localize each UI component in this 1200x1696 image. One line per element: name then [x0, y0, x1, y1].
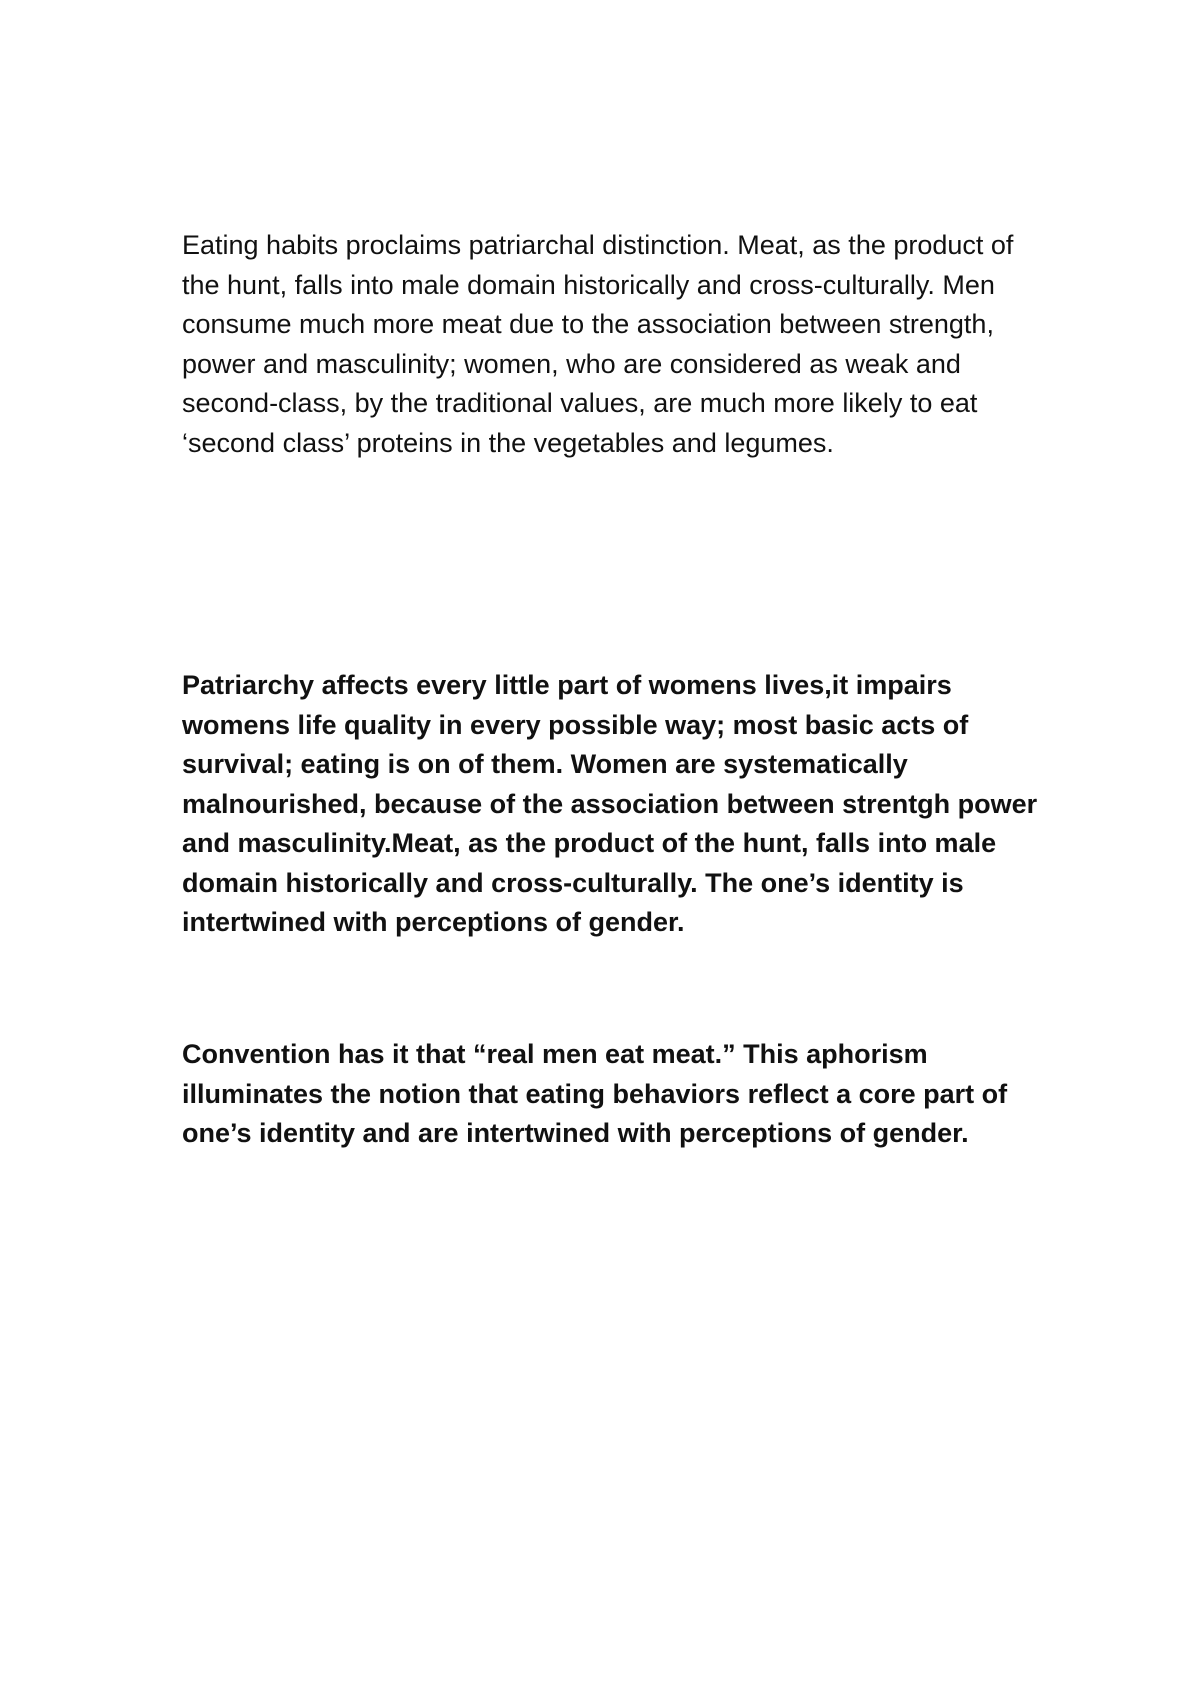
paragraph-patriarchy: Patriarchy affects every little part of womens lives,it impairs womens life quality in every possible way; most basic acts of survival; eating is on of them. Women are systematically malnourished, because of the association between strentgh power and masculinity.Meat, as the product of the hunt, falls into male domain historically and cross-culturally. The one’s identity is intertwined with perceptions of gender. — [182, 670, 1038, 937]
paragraph-convention: Convention has it that “real men eat meat.” This aphorism illuminates the notion that eating behaviors reflect a core part of one’s identity and are intertwined with perceptions of gender. — [182, 1039, 1008, 1148]
paragraph-meat-distinction: Eating habits proclaims patriarchal distinction. Meat, as the product of the hunt, falls into male domain historically and cross-culturally. Men consume much more meat due to the association between strength, power and masculinity; women, who are considered as weak and second-class, by the traditional values, are much more likely to eat ‘second class’ proteins in the vegetables and legumes. — [182, 230, 1014, 458]
